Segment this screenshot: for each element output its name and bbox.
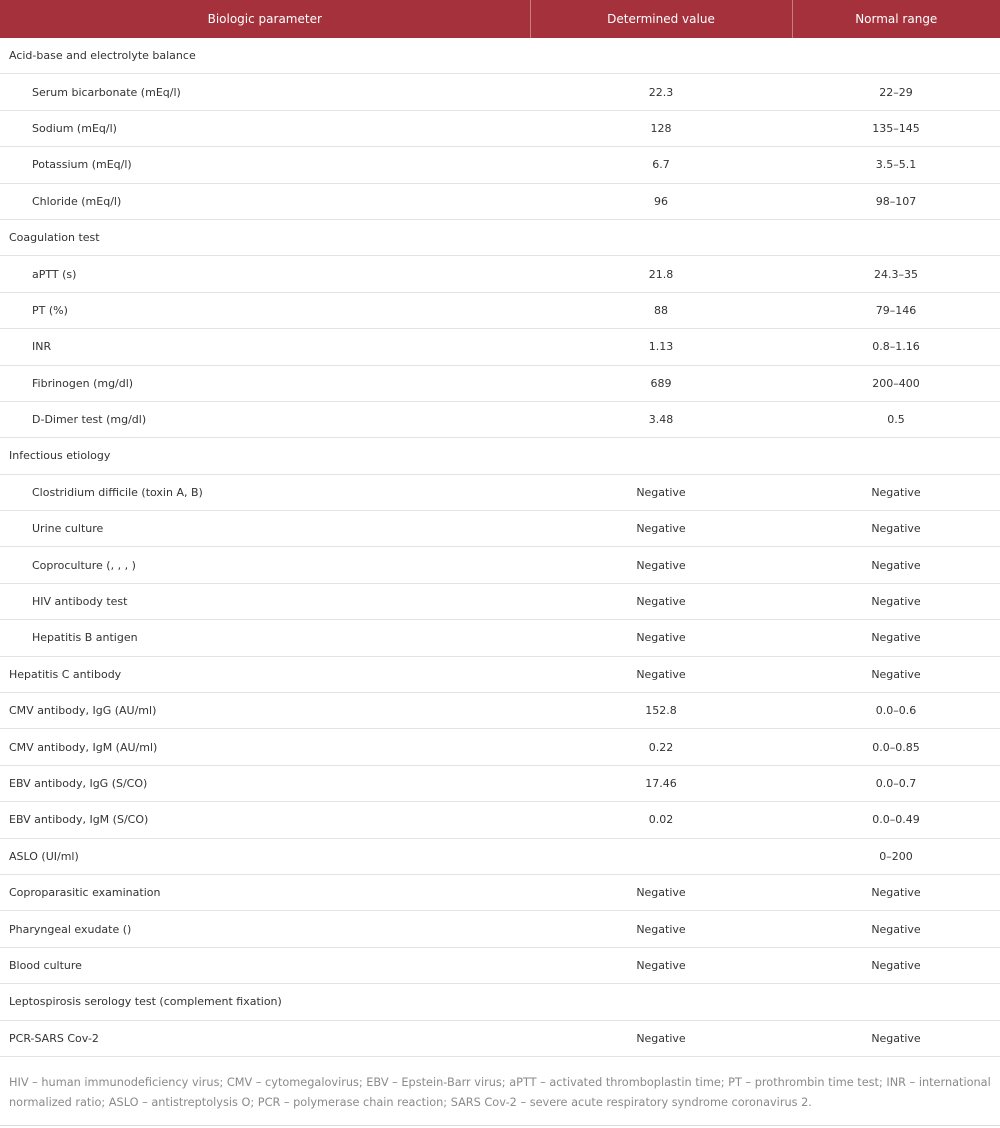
value-cell: 96 bbox=[530, 183, 792, 219]
table-body bbox=[0, 38, 1000, 1056]
table-row bbox=[0, 911, 1000, 947]
value-cell: Negative bbox=[530, 656, 792, 692]
table-row bbox=[0, 292, 1000, 328]
range-cell: 98–107 bbox=[792, 183, 1000, 219]
range-cell: 0.8–1.16 bbox=[792, 329, 1000, 365]
parameter-cell: Urine culture bbox=[0, 511, 530, 547]
table-row bbox=[0, 802, 1000, 838]
range-cell: 200–400 bbox=[792, 365, 1000, 401]
table-row bbox=[0, 874, 1000, 910]
table-row bbox=[0, 401, 1000, 437]
table-row bbox=[0, 365, 1000, 401]
parameter-cell: EBV antibody, IgG (S/CO) bbox=[0, 765, 530, 801]
table-footnote: HIV – human immunodeficiency virus; CMV – cytomegalovirus; EBV – Epstein-Barr virus; aPTT – activated thromboplastin time; PT – prothrombin time test; INR – international normalized ratio; ASLO – antistreptolysis O; PCR – polymerase chain reaction; SARS Cov-2 – severe acute respiratory syndrome coronavirus 2. bbox=[9, 1075, 991, 1109]
parameter-cell: Chloride (mEq/l) bbox=[0, 183, 530, 219]
table-row bbox=[0, 329, 1000, 365]
table-row bbox=[0, 474, 1000, 510]
parameter-cell: Leptospirosis serology test (complement fixation) bbox=[0, 984, 530, 1020]
table-row bbox=[0, 583, 1000, 619]
value-cell: 689 bbox=[530, 365, 792, 401]
header-normal-range: Normal range bbox=[792, 0, 1000, 38]
parameter-cell: Hepatitis B antigen bbox=[0, 620, 530, 656]
table-row bbox=[0, 74, 1000, 110]
range-cell: Negative bbox=[792, 947, 1000, 983]
parameter-cell: Blood culture bbox=[0, 947, 530, 983]
range-cell: Negative bbox=[792, 620, 1000, 656]
value-cell: 21.8 bbox=[530, 256, 792, 292]
parameter-cell: INR bbox=[0, 329, 530, 365]
range-cell: Negative bbox=[792, 474, 1000, 510]
table-row bbox=[0, 438, 1000, 474]
range-cell: Negative bbox=[792, 511, 1000, 547]
parameter-cell: Potassium (mEq/l) bbox=[0, 147, 530, 183]
range-cell: 79–146 bbox=[792, 292, 1000, 328]
parameter-cell: PCR-SARS Cov-2 bbox=[0, 1020, 530, 1056]
header-row bbox=[0, 0, 1000, 38]
value-cell: Negative bbox=[530, 547, 792, 583]
value-cell: 1.13 bbox=[530, 329, 792, 365]
value-cell: 152.8 bbox=[530, 693, 792, 729]
table-row bbox=[0, 256, 1000, 292]
parameter-cell: Clostridium difficile (toxin A, B) bbox=[0, 474, 530, 510]
parameter-cell: Coproparasitic examination bbox=[0, 874, 530, 910]
table-row bbox=[0, 38, 1000, 74]
value-cell: Negative bbox=[530, 620, 792, 656]
table-row bbox=[0, 219, 1000, 255]
table-row bbox=[0, 984, 1000, 1020]
range-cell: Negative bbox=[792, 1020, 1000, 1056]
parameter-cell: Pharyngeal exudate () bbox=[0, 911, 530, 947]
value-cell: 88 bbox=[530, 292, 792, 328]
range-cell: 0.0–0.49 bbox=[792, 802, 1000, 838]
table-row bbox=[0, 656, 1000, 692]
parameter-cell: Hepatitis C antibody bbox=[0, 656, 530, 692]
table-row bbox=[0, 729, 1000, 765]
table-row bbox=[0, 620, 1000, 656]
parameter-cell: Sodium (mEq/l) bbox=[0, 110, 530, 146]
range-cell bbox=[792, 219, 1000, 255]
table-row bbox=[0, 1020, 1000, 1056]
value-cell: 0.02 bbox=[530, 802, 792, 838]
parameter-cell: CMV antibody, IgM (AU/ml) bbox=[0, 729, 530, 765]
range-cell bbox=[792, 38, 1000, 74]
value-cell: 0.22 bbox=[530, 729, 792, 765]
value-cell: 22.3 bbox=[530, 74, 792, 110]
table-row bbox=[0, 110, 1000, 146]
value-cell: Negative bbox=[530, 874, 792, 910]
table-row bbox=[0, 765, 1000, 801]
table-row bbox=[0, 838, 1000, 874]
value-cell: 6.7 bbox=[530, 147, 792, 183]
value-cell: 17.46 bbox=[530, 765, 792, 801]
parameter-cell: PT (%) bbox=[0, 292, 530, 328]
parameter-cell: aPTT (s) bbox=[0, 256, 530, 292]
parameter-cell: Fibrinogen (mg/dl) bbox=[0, 365, 530, 401]
value-cell bbox=[530, 438, 792, 474]
parameter-cell: Coproculture (, , , ) bbox=[0, 547, 530, 583]
parameter-cell: Acid-base and electrolyte balance bbox=[0, 38, 530, 74]
table-row bbox=[0, 547, 1000, 583]
value-cell: Negative bbox=[530, 583, 792, 619]
header-determined-value: Determined value bbox=[530, 0, 792, 38]
value-cell: Negative bbox=[530, 911, 792, 947]
table-header bbox=[0, 0, 1000, 38]
range-cell: Negative bbox=[792, 911, 1000, 947]
parameter-cell: D-Dimer test (mg/dl) bbox=[0, 401, 530, 437]
parameter-cell: HIV antibody test bbox=[0, 583, 530, 619]
range-cell bbox=[792, 438, 1000, 474]
range-cell: 0.0–0.6 bbox=[792, 693, 1000, 729]
value-cell bbox=[530, 984, 792, 1020]
table-row bbox=[0, 511, 1000, 547]
bottom-divider bbox=[0, 1125, 1000, 1126]
table-row bbox=[0, 947, 1000, 983]
range-cell: Negative bbox=[792, 583, 1000, 619]
table-row bbox=[0, 693, 1000, 729]
range-cell: 0.0–0.85 bbox=[792, 729, 1000, 765]
parameter-cell: EBV antibody, IgM (S/CO) bbox=[0, 802, 530, 838]
value-cell bbox=[530, 219, 792, 255]
range-cell: 0.0–0.7 bbox=[792, 765, 1000, 801]
table-row bbox=[0, 183, 1000, 219]
value-cell bbox=[530, 38, 792, 74]
range-cell: Negative bbox=[792, 656, 1000, 692]
range-cell: Negative bbox=[792, 874, 1000, 910]
header-biologic-parameter: Biologic parameter bbox=[0, 0, 530, 38]
range-cell: 0.5 bbox=[792, 401, 1000, 437]
value-cell: 128 bbox=[530, 110, 792, 146]
parameter-cell: ASLO (UI/ml) bbox=[0, 838, 530, 874]
value-cell: Negative bbox=[530, 511, 792, 547]
table-row bbox=[0, 147, 1000, 183]
range-cell bbox=[792, 984, 1000, 1020]
range-cell: 0–200 bbox=[792, 838, 1000, 874]
value-cell: 3.48 bbox=[530, 401, 792, 437]
parameter-cell: Serum bicarbonate (mEq/l) bbox=[0, 74, 530, 110]
parameter-cell: Infectious etiology bbox=[0, 438, 530, 474]
parameter-cell: CMV antibody, IgG (AU/ml) bbox=[0, 693, 530, 729]
value-cell: Negative bbox=[530, 474, 792, 510]
range-cell: 3.5–5.1 bbox=[792, 147, 1000, 183]
value-cell bbox=[530, 838, 792, 874]
range-cell: Negative bbox=[792, 547, 1000, 583]
parameter-cell: Coagulation test bbox=[0, 219, 530, 255]
value-cell: Negative bbox=[530, 1020, 792, 1056]
range-cell: 22–29 bbox=[792, 74, 1000, 110]
range-cell: 135–145 bbox=[792, 110, 1000, 146]
value-cell: Negative bbox=[530, 947, 792, 983]
range-cell: 24.3–35 bbox=[792, 256, 1000, 292]
